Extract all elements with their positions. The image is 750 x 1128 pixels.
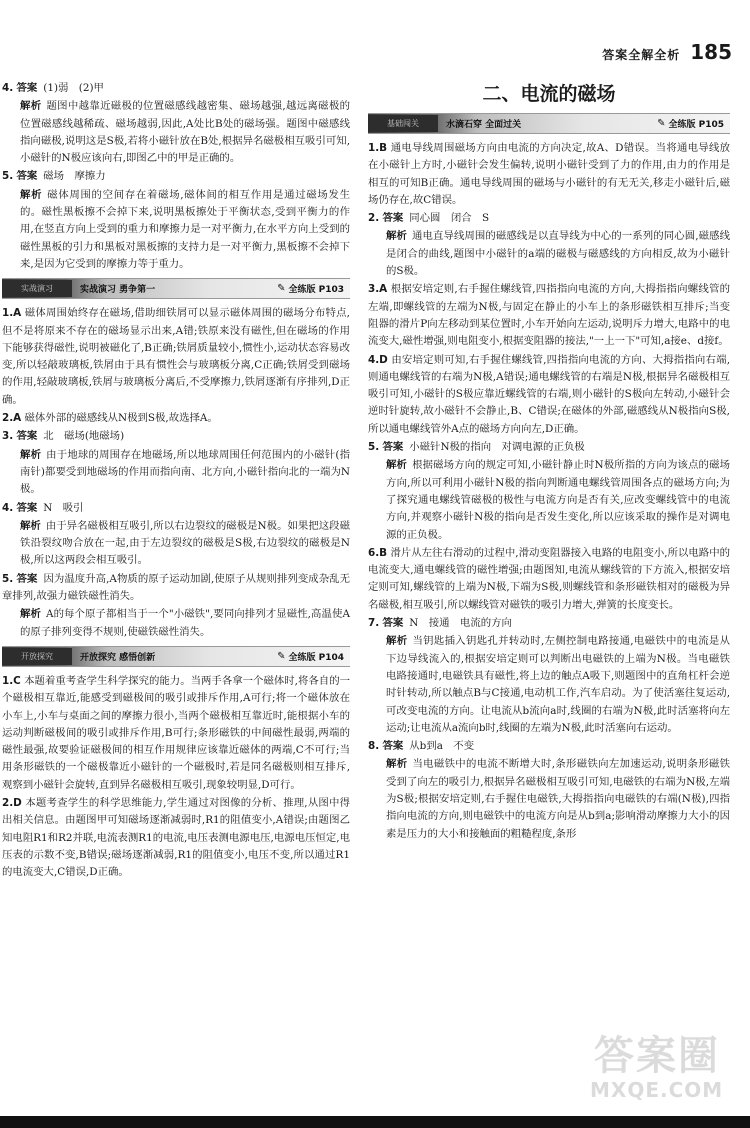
banner-label: 基础闯关 [368, 115, 438, 132]
answer-text: N 吸引 [43, 501, 84, 514]
answer-text: 同心圆 闭合 S [409, 212, 490, 225]
explanation-paragraph [368, 457, 730, 543]
item-number: 5. [368, 441, 380, 454]
item-number: 4. [2, 501, 14, 514]
right-column [368, 80, 730, 844]
left-group-2 [2, 305, 350, 641]
answer-text: 磁场 摩擦力 [43, 170, 106, 183]
section-banner-basic [368, 113, 730, 134]
banner-subtitle: 实战演习 勇争第一 [80, 285, 156, 296]
answer-item [368, 352, 730, 438]
answer-item [2, 428, 350, 445]
entry-text: 本题考查学生的科学思维能力,学生通过对图像的分析、推理,从图中得出相关信息。由题图甲可知磁场逐渐减弱时,R1的阻值变小,A错误;由题图乙知电阻R1和R2并联,电流表测R1的电流,电压表测电源电压,电源电压恒定,电压表的示数不变,B错误;磁场逐渐减弱,R1的阻值变小,电压不变,所以通过R1的电流变大,C错误,D正确。 [2, 796, 350, 879]
entry-text: 本题着重考查学生科学探究的能力。当两手各拿一个磁体时,将各自的一个磁极相互靠近,能感受到磁极间的吸引或排斥作用,A可行;将一个磁体放在小车上,小车与桌面之间的摩擦力很小,当两个磁极相互靠近时,能根据小车的运动判断磁极间的吸引或排斥作用,B可行;条形磁铁的中间磁性最弱,两端的磁性最强,故要验证磁极间的相互作用规律应该靠近磁体的两端,C不可行;当用条形磁铁的一个磁极靠近小磁针的一个磁极时,若是同名磁极则相互排斥,观察到小磁针会旋转,直到异名磁极相互吸引,现象较明显,D可行。 [2, 674, 350, 791]
answer-tag: 答案 [382, 617, 404, 630]
explanation-paragraph [368, 633, 730, 737]
answer-item [2, 795, 350, 881]
answer-item [2, 500, 350, 517]
entry-text: 当电磁铁中的电流不断增大时,条形磁铁向左加速运动,说明条形磁铁受到了向左的吸引力,根据异名磁极相互吸引可知,电磁铁的右端为N极,左端为S极;根据安培定则,右手握住电磁铁,大拇指指向电磁铁的右端(N极),四指指向电流的方向,则电磁铁中的电流方向是从b到a;影响滑动摩擦力大小的因素是压力的大小和接触面的粗糙程度,条形 [386, 758, 731, 840]
banner-subtitle: 水滴石穿 全面过关 [446, 120, 522, 130]
item-number: 8. [368, 740, 380, 753]
explanation-tag: 解析 [20, 100, 42, 113]
answer-tag: 答案 [16, 82, 38, 94]
left-group-1 [2, 80, 350, 273]
left-column [2, 80, 350, 882]
banner-label: 开放探究 [2, 648, 72, 665]
explanation-tag: 解析 [20, 188, 43, 201]
section-banner-explore [2, 646, 350, 667]
entry-text: 滑片从左往右滑动的过程中,滑动变阻器接入电路的电阻变小,所以电路中的电流变大,通电螺线管的磁性增强;由题图知,电流从螺线管的下方流入,根据安培定则可知,螺线管的上端为N极,下端为S极,则螺线管和条形磁铁相对的磁极为异名磁极,相互吸引,所以螺线管对磁铁的吸引力增大,弹簧的长度变长。 [368, 546, 730, 611]
watermark-logo [586, 1022, 736, 1112]
answer-item [368, 738, 730, 755]
page-header [602, 40, 732, 68]
page-number: 185 [690, 40, 732, 64]
entry-text: 通电直导线周围的磁感线是以直导线为中心的一系列的同心圆,磁感线是闭合的曲线,题图中小磁针的a端的磁极与磁感线的方向相反,故为小磁针的S极。 [386, 230, 730, 278]
header-title: 答案全解全析 [602, 48, 681, 62]
entry-text: 由于地球的周围存在地磁场,所以地球周围任何范围内的小磁针(指南针)都要受到地磁场的作用而指向南、北方向,小磁针指向北的一端为N极。 [20, 448, 351, 496]
explanation-paragraph [2, 518, 350, 570]
banner-subtitle: 开放探究 感悟创新 [80, 652, 156, 663]
item-number: 3.A [368, 283, 388, 296]
item-number: 1.A [2, 307, 22, 320]
answer-text: (1)弱 (2)甲 [43, 82, 104, 94]
explanation-tag: 解析 [386, 635, 408, 648]
item-number: 3. [2, 430, 14, 443]
answer-text: N 接通 电流的方向 [409, 617, 512, 630]
entry-text: A的每个原子都相当于一个"小磁铁",要同向排列才显磁性,高温使A的原子排列变得不规则,使磁铁磁性消失。 [20, 608, 351, 638]
explanation-paragraph [368, 228, 730, 280]
section-title: 二、电流的磁场 [482, 83, 616, 105]
entry-text: 根据安培定则,右手握住螺线管,四指指向电流的方向,大拇指指向螺线管的左端,即螺线管的左端为N极,与固定在静止的小车上的条形磁铁相互排斥;当变阻器的滑片P向左移动到某位置时,小车开始向左运动,说明斥力增大,电路中的电流变大,磁性增强,则电阻变小,根据变阻器的接法,"一上一下"可知,a接e、d接f。 [368, 283, 730, 348]
explanation-tag: 解析 [20, 448, 42, 461]
answer-item [368, 439, 730, 456]
answer-tag: 答案 [382, 212, 404, 225]
answer-tag: 答案 [382, 441, 404, 454]
banner-label: 实战演习 [2, 280, 72, 297]
item-number: 1.C [2, 674, 21, 687]
watermark-text: 答案圈 [594, 1033, 720, 1079]
answer-item [2, 673, 350, 794]
explanation-paragraph [2, 98, 350, 167]
item-number: 5. [2, 170, 14, 183]
entry-text: 当钥匙插入钥匙孔并转动时,左侧控制电路接通,电磁铁中的电流是从下边导线流入的,根据安培定则可以判断出电磁铁的上端为N极。当电磁铁电路接通时,电磁铁具有磁性,将上边的触点A吸下,则题图中的直角杠杆会逆时针转动,所以触点B与C接通,电动机工作,汽车启动。为了使活塞往复运动,可改变电流的方向。让电流从b流向a时,线圈的右端为N极,此时活塞将向左运动;让电流从a流向b时,线圈的左端为N极,此时活塞向右运动。 [386, 635, 731, 734]
answer-tag: 答案 [16, 170, 38, 183]
bottom-border [0, 1116, 750, 1128]
answer-tag: 答案 [382, 740, 404, 753]
right-entries [368, 140, 730, 843]
answer-text: 小磁针N极的指向 对调电源的正负极 [409, 441, 585, 454]
answer-item [368, 281, 730, 350]
entry-text: 磁体周围的空间存在着磁场,磁体间的相互作用是通过磁场发生的。磁性黑板擦不会掉下来,说明黑板擦处于平衡状态,受到平衡力的作用,在竖直方向上受到的重力和摩擦力是一对平衡力,在水平方向上受到的磁性黑板的引力和黑板对黑板擦的支持力是一对平衡力,黑板擦不会掉下来,是因为它受到的摩擦力等于重力。 [20, 188, 350, 270]
entry-text: 题图中越靠近磁极的位置磁感线越密集、磁场越强,越远离磁极的位置磁感线越稀疏、磁场越弱,因此,A处比B处的磁场强。题图中磁感线指向磁极,说明这是S极,若将小磁针放在B处,根据异名磁极相互吸引可知,小磁针的N极应该向右,即图乙中的甲是正确的。 [20, 100, 350, 165]
pencil-icon: ✎ [657, 118, 666, 129]
answer-item [368, 545, 730, 614]
explanation-paragraph [368, 756, 730, 842]
item-number: 5. [2, 572, 14, 585]
answer-tag: 答案 [16, 572, 38, 585]
item-number: 6.B [368, 546, 388, 559]
answer-item [2, 571, 350, 606]
item-number: 2. [368, 212, 380, 225]
answer-item [2, 168, 350, 185]
answer-item [368, 140, 730, 209]
explanation-paragraph [2, 606, 350, 641]
entry-text: 由安培定则可知,右手握住螺线管,四指指向电流的方向、大拇指指向右端,则通电螺线管的右端为N极,A错误;通电螺线管的右端是N极,根据异名磁极相互吸引可知,小磁针的S极应靠近螺线管的右端,则小磁针的S极向左转动,小磁针会逆时针旋转,故小磁针不会静止,B、C错误;在磁体的外部,磁感线从N极指向S极,所以通电螺线管外A点的磁场方向向左,D正确。 [368, 353, 731, 435]
answer-item [368, 210, 730, 227]
item-number: 1.B [368, 142, 388, 154]
answer-item [2, 410, 350, 427]
pencil-icon: ✎ [277, 283, 286, 295]
banner-page-ref: ✎ 全练版 P105 [657, 118, 724, 130]
banner-page-ref: ✎ 全练版 P104 [277, 650, 344, 663]
entry-text: 由于异名磁极相互吸引,所以右边裂纹的磁极是N极。如果把这段磁铁沿裂纹吻合放在一起,由于左边裂纹的磁极是S极,右边裂纹的磁极是N极,所以这两段会相互吸引。 [20, 519, 350, 567]
answer-tag: 答案 [16, 501, 38, 514]
item-number: 7. [368, 617, 380, 630]
explanation-tag: 解析 [20, 519, 41, 532]
pencil-icon: ✎ [277, 650, 286, 662]
item-number: 2.A [2, 412, 22, 425]
explanation-paragraph [2, 447, 350, 499]
entry-text: 磁体外部的磁感线从N极到S极,故选择A。 [24, 412, 218, 425]
answer-item [368, 615, 730, 632]
answer-text: 因为温度升高,A物质的原子运动加剧,使原子从规则排列变成杂乱无章排列,故强力磁铁磁性消失。 [2, 572, 350, 603]
explanation-tag: 解析 [20, 608, 41, 621]
entry-text: 磁体周围始终存在磁场,借助细铁屑可以显示磁体周围的磁场分布特点,但不是将原来不存在的磁场显示出来,A错;铁原来没有磁性,但在磁场的作用下能够获得磁性,说明被磁化了,B正确;铁屑质量较小,惯性小,运动状态容易改变,所以轻敲玻璃板,铁屑由于具有惯性会与玻璃板分离,C正确;铁屑受到磁场的作用,轻敲玻璃板,铁屑与玻璃板分离后,不受摩擦力,铁屑逐渐有序排列,D正确。 [2, 307, 350, 406]
explanation-tag: 解析 [386, 459, 408, 472]
answer-text: 北 磁场(地磁场) [43, 430, 125, 443]
banner-page-ref: ✎ 全练版 P103 [277, 283, 344, 296]
answer-item [2, 305, 350, 409]
item-number: 4.D [368, 353, 388, 366]
item-number: 2.D [2, 796, 22, 809]
answer-text: 从b到a 不变 [409, 740, 475, 753]
left-group-3 [2, 673, 350, 882]
explanation-tag: 解析 [386, 758, 408, 771]
entry-text: 通电导线周围磁场方向由电流的方向决定,故A、D错误。当将通电导线放在小磁针上方时,小磁针会发生偏转,说明小磁针受到了力的作用,由力的作用是相互的可知B正确。通电导线周围的磁场与小磁针的有无无关,移走小磁针后,磁场仍存在,故C错误。 [368, 142, 730, 206]
answer-tag: 答案 [16, 430, 38, 443]
entry-text: 根据磁场方向的规定可知,小磁针静止时N极所指的方向为该点的磁场方向,所以可利用小磁针N极的指向判断通电螺线管周围各点的磁场方向;为了探究通电螺线管磁极的极性与电流方向是否有关,应改变螺线管中的电流方向,并观察小磁针N极的指向是否发生变化,所以应该采取的操作是对调电源的正负极。 [386, 459, 730, 541]
explanation-paragraph [2, 187, 350, 273]
answer-item [2, 80, 350, 97]
watermark-url: MXQE.COM [590, 1078, 724, 1102]
item-number: 4. [2, 82, 14, 94]
explanation-tag: 解析 [386, 230, 407, 243]
section-banner-practice [2, 278, 350, 299]
